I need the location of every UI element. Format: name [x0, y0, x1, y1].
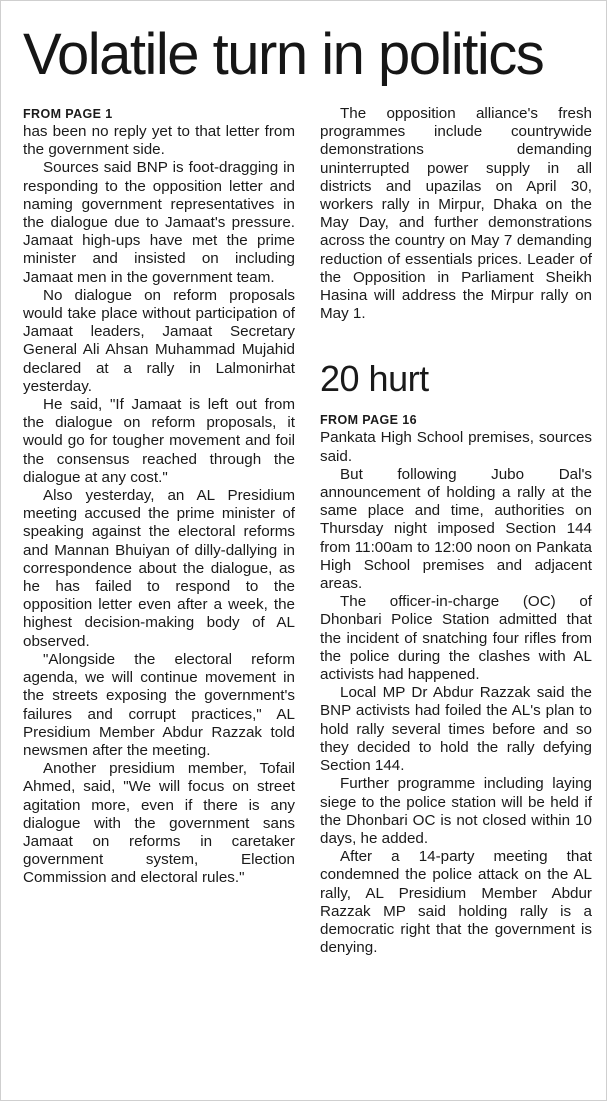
paragraph: has been no reply yet to that letter from the government side.	[23, 123, 295, 159]
paragraph: Sources said BNP is foot-dragging in responding to the opposition letter and naming government representatives in the dialogue due to Jamaat's pressure. Jamaat high-ups have met the prime minister and insisted on including Jamaat men in the government team.	[23, 159, 295, 286]
paragraph: Another presidium member, Tofail Ahmed, said, "We will focus on street agitation more, even if there is any dialogue with the government sans Jamaat on reforms in caretaker government system, Election Commission and electoral rules."	[23, 760, 295, 887]
paragraph: Further programme including laying siege to the police station will be held if the Dhonbari OC is not closed within 10 days, he added.	[320, 775, 592, 847]
paragraph: Pankata High School premises, sources said.	[320, 429, 592, 465]
sub-headline-20-hurt: 20 hurt	[320, 358, 429, 400]
dateline-from-page-1: FROM PAGE 1	[23, 107, 113, 121]
paragraph: Local MP Dr Abdur Razzak said the BNP activists had foiled the AL's plan to hold rally several times before and so they decided to hold the rally defying Section 144.	[320, 684, 592, 775]
right-column	[320, 105, 592, 957]
paragraph: No dialogue on reform proposals would take place without participation of Jamaat leaders, Jamaat Secretary General Ali Ahsan Muhammad Mujahid declared at a rally in Lalmonirhat yesterday.	[23, 286, 295, 395]
paragraph: He said, "If Jamaat is left out from the dialogue on reform proposals, it would go for tougher movement and foil the consensus reached through the dialogue at any cost."	[23, 396, 295, 486]
paragraph: The opposition alliance's fresh programmes include countrywide demonstrations demanding uninterrupted power supply in all districts and upazilas on April 30, workers rally in Mirpur, Dhaka on the May Day, and further demonstrations across the country on May 7 demanding reduction of essentials prices. Leader of the Opposition in Parliament Sheikh Hasina will address the Mirpur rally on May 1.	[320, 105, 592, 323]
paragraph: But following Jubo Dal's announcement of holding a rally at the same place and time, authorities on Thursday night imposed Section 144 from 11:00am to 12:00 noon on Pankata High School premises and adjacent areas.	[320, 465, 592, 593]
paragraph: Also yesterday, an AL Presidium meeting accused the prime minister of speaking against the electoral reforms and Mannan Bhuiyan of dilly-dallying in correspondence about the dialogue, as he has failed to respond to the opposition letter even after a week, the highest decision-making body of AL observed.	[23, 487, 295, 650]
paragraph: The officer-in-charge (OC) of Dhonbari Police Station admitted that the incident of snatching four rifles from the police during the clashes with AL activists had happened.	[320, 593, 592, 684]
paragraph: "Alongside the electoral reform agenda, we will continue movement in the streets exposing the government's failures and corrupt practices," AL Presidium Member Abdur Razzak told newsmen after the meeting.	[23, 650, 295, 759]
left-column	[23, 105, 295, 888]
dateline-from-page-16: FROM PAGE 16	[320, 413, 417, 428]
paragraph: After a 14-party meeting that condemned the police attack on the AL rally, AL Presidium Member Abdur Razzak MP said holding rally is a democratic right that the government is denying.	[320, 848, 592, 957]
headline: Volatile turn in politics	[23, 22, 544, 87]
